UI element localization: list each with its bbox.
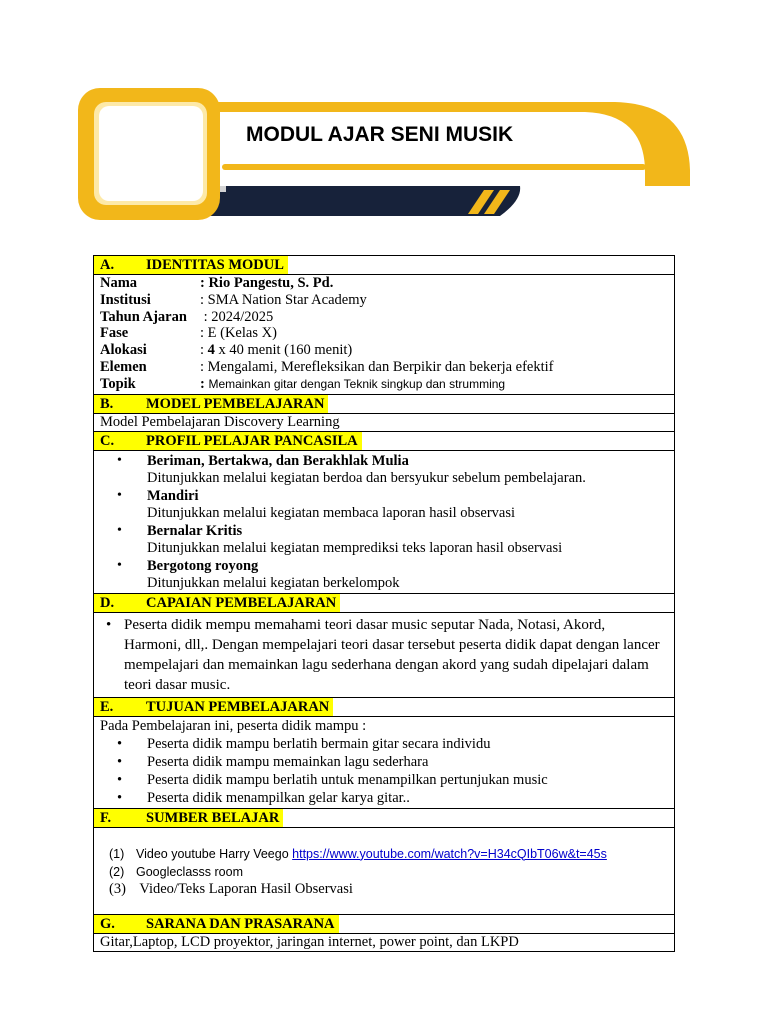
identitas-elemen: Elemen : Mengalami, Merefleksikan dan Berpikir dan bekerja efektif [100, 358, 554, 375]
section-title: SARANA DAN PRASARANA [146, 915, 335, 932]
section-title: IDENTITAS MODUL [146, 257, 284, 273]
list-item: • Peserta didik menampilkan gelar karya gitar.. [117, 789, 410, 806]
page-title: MODUL AJAR SENI MUSIK [246, 123, 514, 146]
section-a-header: A. IDENTITAS MODUL [94, 256, 674, 275]
bullet-icon: • [117, 487, 122, 503]
sarana-body [94, 934, 674, 951]
identitas-topik: Topik : Memainkan gitar dengan Teknik singkup dan strumming [100, 375, 506, 392]
bullet-icon: • [117, 735, 123, 752]
section-g-header: G. SARANA DAN PRASARANA [94, 915, 674, 934]
list-item: (1) Video youtube Harry Veego https://www.youtube.com/watch?v=H34cQIbT06w&t=45s [109, 846, 607, 861]
section-f-header: F. SUMBER BELAJAR [94, 809, 674, 828]
list-item: (3) Video/Teks Laporan Hasil Observasi [109, 880, 353, 897]
capaian-body [94, 613, 674, 698]
bullet-icon: • [117, 771, 123, 788]
banner-graphic [0, 0, 768, 240]
identitas-fase: Fase : E (Kelas X) [100, 325, 277, 342]
header-banner [0, 0, 768, 240]
bullet-icon: • [117, 753, 123, 770]
section-c-header: C. PROFIL PELAJAR PANCASILA [94, 432, 674, 451]
youtube-link[interactable]: https://www.youtube.com/watch?v=H34cQIbT06w&t=45s [292, 846, 607, 861]
section-title: CAPAIAN PEMBELAJARAN [146, 594, 337, 611]
bullet-icon: • [117, 522, 122, 538]
bullet-icon: • [106, 616, 112, 633]
identitas-alokasi: Alokasi : 4 x 40 menit (160 menit) [100, 342, 353, 359]
bullet-icon: • [117, 789, 123, 806]
model-body [94, 414, 674, 432]
bullet-icon: • [117, 557, 122, 573]
model-text: Model Pembelajaran Discovery Learning [100, 413, 340, 430]
section-e-header: E. TUJUAN PEMBELAJARAN [94, 698, 674, 717]
sumber-body [94, 828, 674, 915]
capaian-item: • Peserta didik mempu memahami teori dasar music seputar Nada, Notasi, Akord, Harmoni, dll,. Dengan mempelajari teori dasar tersebut peserta didik dapat dengan lancer mempelajari dan memainkan lagu sederhana dengan akord yang sudah dipelajari dalam teori dasar music. [106, 616, 660, 693]
bullet-icon: • [117, 452, 122, 468]
tujuan-body [94, 717, 674, 809]
module-table [93, 255, 675, 952]
list-item: • Peserta didik mampu berlatih untuk menampilkan pertunjukan music [117, 771, 548, 788]
list-item: • Peserta didik mampu berlatih bermain gitar secara individu [117, 735, 491, 752]
section-title: TUJUAN PEMBELAJARAN [146, 698, 330, 715]
list-item: • Bernalar Kritis Ditunjukkan melalui kegiatan memprediksi teks laporan hasil observasi [117, 522, 563, 556]
tujuan-intro: Pada Pembelajaran ini, peserta didik mampu : [100, 717, 367, 734]
identitas-institusi: Institusi : SMA Nation Star Academy [100, 291, 367, 308]
section-title: SUMBER BELAJAR [146, 809, 280, 826]
list-item: • Peserta didik mampu memainkan lagu sederhara [117, 753, 429, 770]
banner-underline [222, 164, 646, 170]
profil-body [94, 451, 674, 594]
identitas-body [94, 275, 674, 395]
identitas-tahun-ajaran: Tahun Ajaran : 2024/2025 [100, 308, 274, 325]
sarana-text: Gitar,Laptop, LCD proyektor, jaringan internet, power point, dan LKPD [100, 933, 519, 950]
section-title: MODEL PEMBELAJARAN [146, 395, 325, 412]
section-b-header: B. MODEL PEMBELAJARAN [94, 395, 674, 414]
list-item: • Bergotong royong Ditunjukkan melalui kegiatan berkelompok [117, 557, 400, 591]
section-d-header: D. CAPAIAN PEMBELAJARAN [94, 594, 674, 613]
section-title: PROFIL PELAJAR PANCASILA [146, 432, 358, 449]
list-item: • Mandiri Ditunjukkan melalui kegiatan membaca laporan hasil observasi [117, 487, 516, 521]
identitas-nama: Nama : Rio Pangestu, S. Pd. [100, 275, 334, 291]
list-item: (2) Googleclasss room [109, 864, 243, 879]
list-item: • Beriman, Bertakwa, dan Berakhlak Mulia Ditunjukkan melalui kegiatan berdoa dan bersyukur sebelum pembelajaran. [117, 452, 586, 486]
